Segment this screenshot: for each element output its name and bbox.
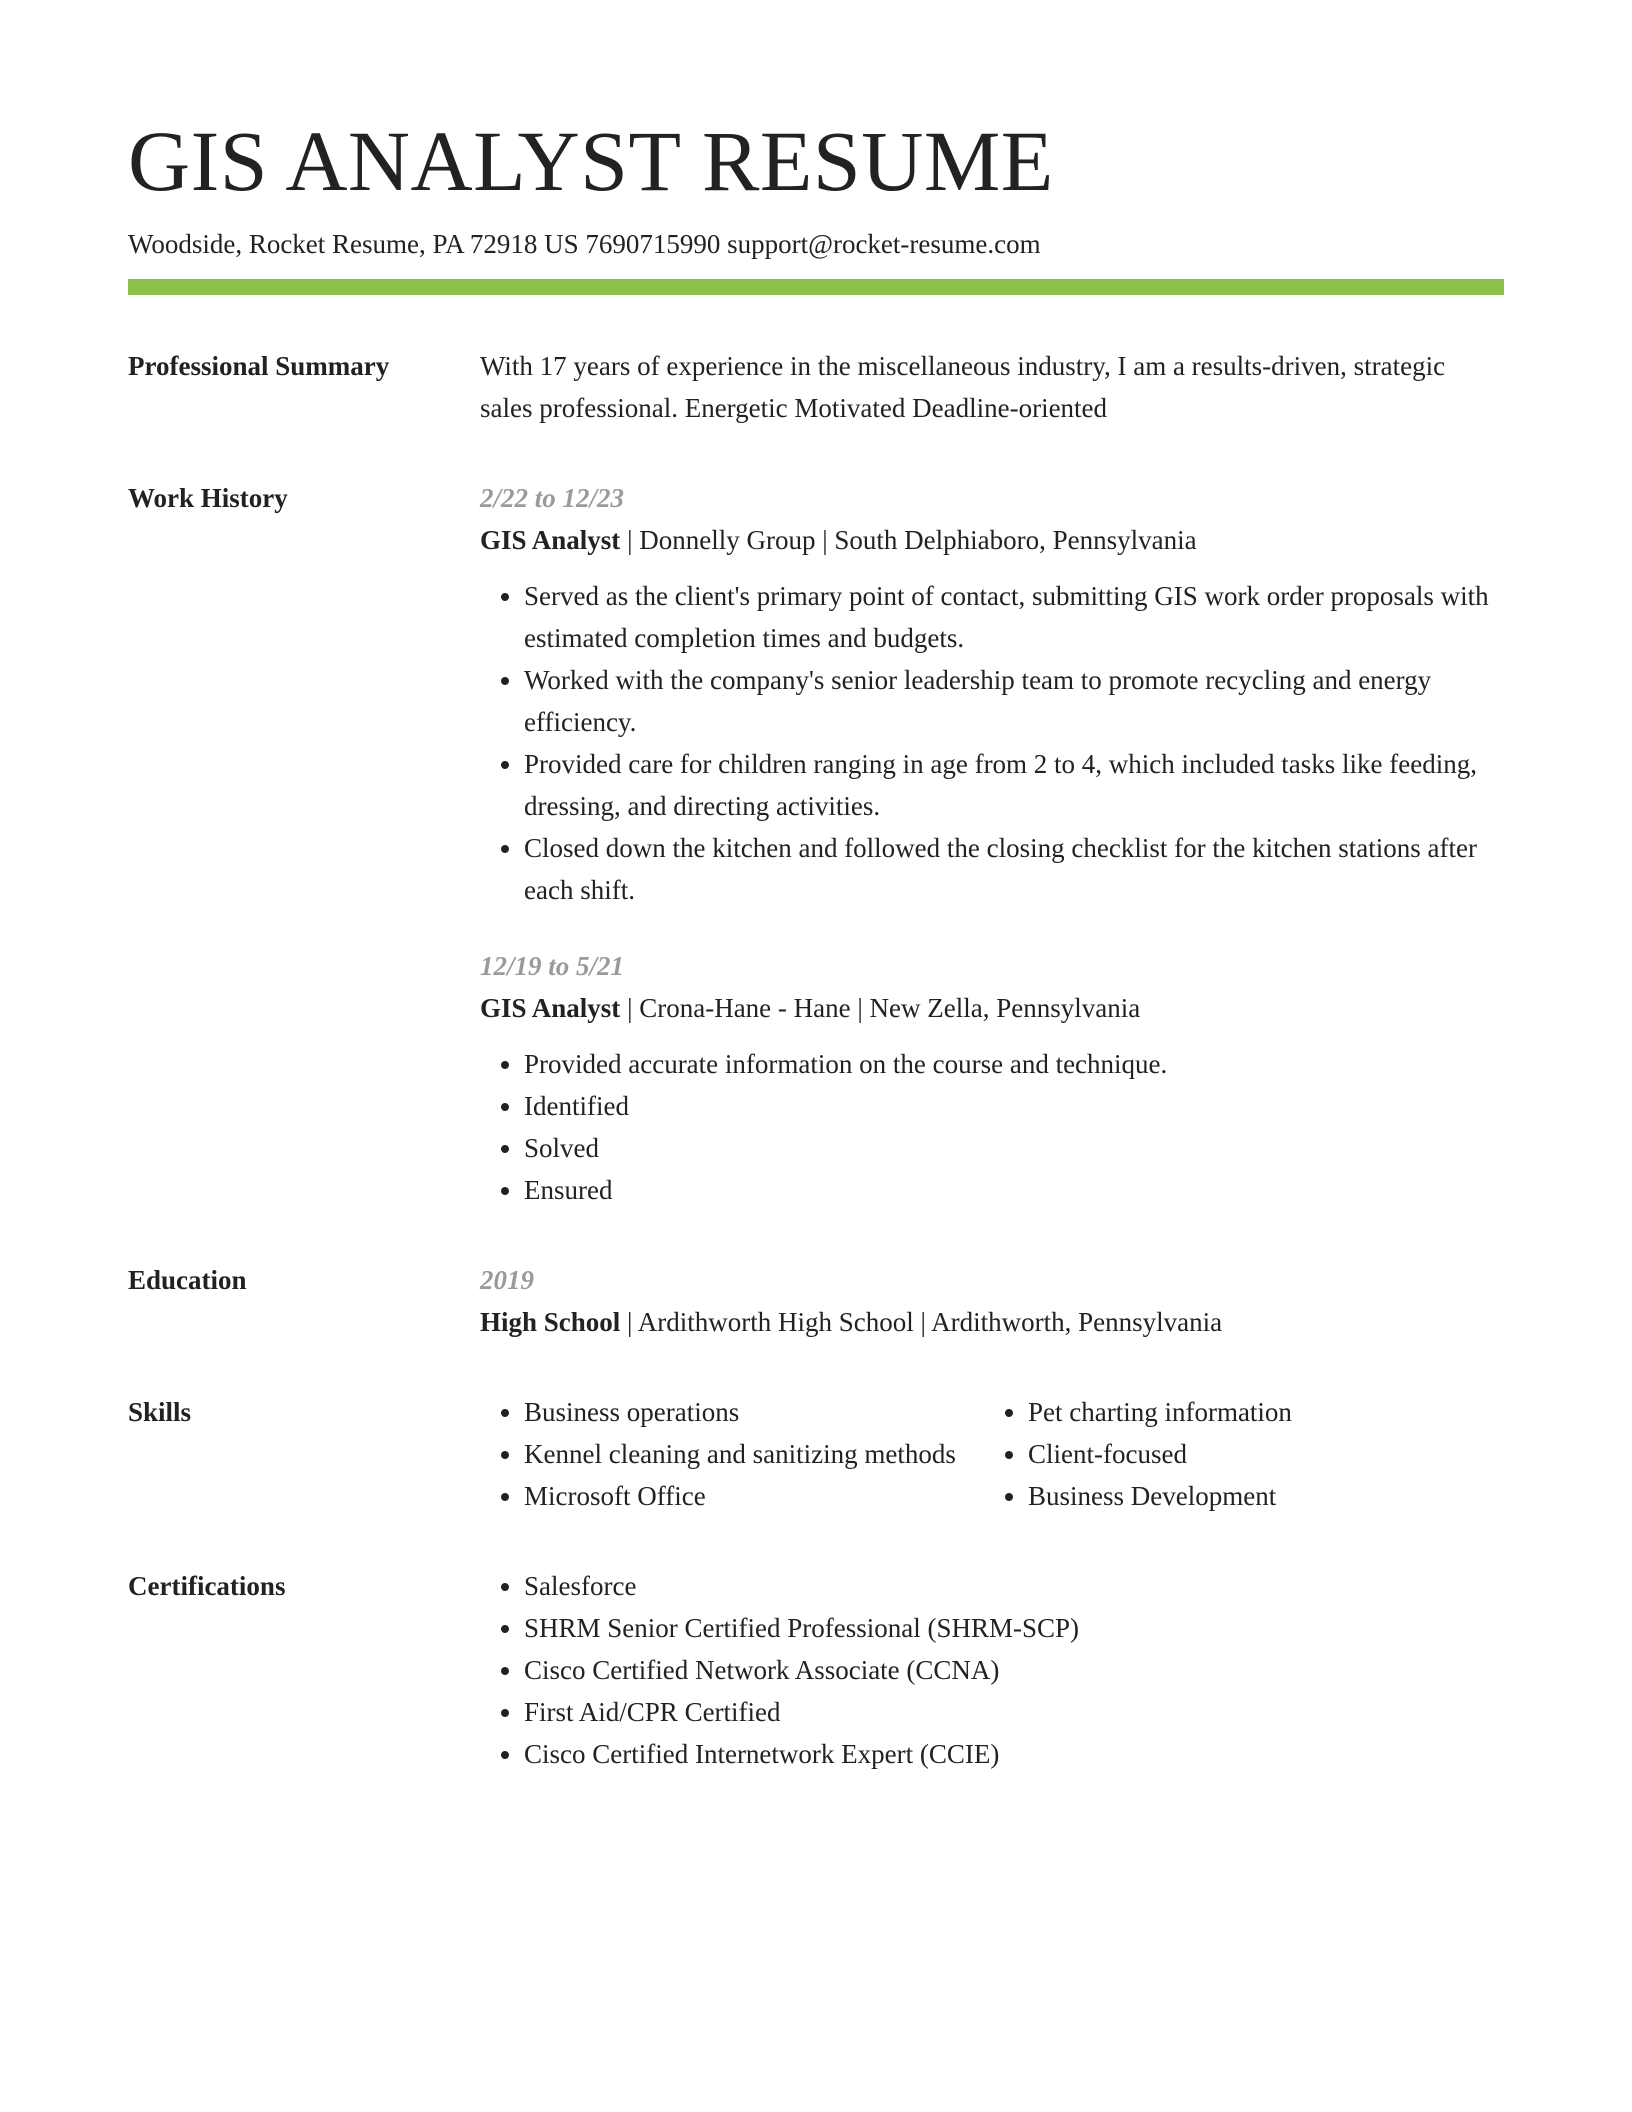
work-history-section — [128, 477, 1504, 1211]
list-item: • Served as the client's primary point of contact, submitting GIS work order proposals with estimated completion times and budgets. — [524, 575, 1504, 659]
education-degree: High School — [480, 1307, 621, 1338]
certifications-section — [128, 1565, 1504, 1775]
education-details: | Ardithworth High School | Ardithworth, Pennsylvania — [620, 1307, 1223, 1338]
accent-divider — [128, 279, 1504, 295]
job-date: 2/22 to 12/23 — [480, 483, 625, 514]
section-label: Certifications — [128, 1571, 286, 1602]
skills-grid — [480, 1391, 1504, 1517]
section-label: Skills — [128, 1397, 192, 1428]
skills-column — [984, 1391, 1504, 1517]
skills-list — [480, 1391, 984, 1517]
contact-info: Woodside, Rocket Resume, PA 72918 US 7690715990 support@rocket-resume.com — [128, 229, 1041, 259]
job-entry — [480, 945, 1504, 1211]
certifications-content — [480, 1565, 1504, 1775]
job-details: | Donnelly Group | South Delphiaboro, Pennsylvania — [620, 525, 1197, 556]
list-item: • Worked with the company's senior leadership team to promote recycling and energy efficiency. — [524, 659, 1504, 743]
summary-text: With 17 years of experience in the miscellaneous industry, I am a results-driven, strategic sales professional. Energetic Motivated Deadline-oriented — [480, 351, 1446, 424]
section-label: Work History — [128, 483, 288, 514]
summary-section — [128, 345, 1504, 429]
list-item: • Pet charting information — [1028, 1391, 1504, 1433]
list-item: • Provided care for children ranging in age from 2 to 4, which included tasks like feeding, dressing, and directing activities. — [524, 743, 1504, 827]
job-details: | Crona-Hane - Hane | New Zella, Pennsylvania — [620, 993, 1141, 1024]
section-label: Professional Summary — [128, 351, 390, 382]
work-history-content — [480, 477, 1504, 1211]
list-item: • Ensured — [524, 1169, 1504, 1211]
job-date: 12/19 to 5/21 — [480, 951, 625, 982]
job-role-line — [480, 519, 1504, 561]
education-section — [128, 1259, 1504, 1343]
list-item: • Solved — [524, 1127, 1504, 1169]
list-item: • Business Development — [1028, 1475, 1504, 1517]
list-item: • Provided accurate information on the course and technique. — [524, 1043, 1504, 1085]
list-item: • Business operations — [524, 1391, 984, 1433]
job-bullets — [480, 575, 1504, 911]
list-item: • First Aid/CPR Certified — [524, 1691, 1504, 1733]
education-date: 2019 — [480, 1265, 534, 1296]
resume-title: GIS ANALYST RESUME — [128, 113, 1054, 209]
list-item: • Client-focused — [1028, 1433, 1504, 1475]
skills-content — [480, 1391, 1504, 1517]
list-item: • SHRM Senior Certified Professional (SHRM-SCP) — [524, 1607, 1504, 1649]
certifications-list — [480, 1565, 1504, 1775]
job-role-line — [480, 987, 1504, 1029]
job-title: GIS Analyst — [480, 525, 621, 556]
job-title: GIS Analyst — [480, 993, 621, 1024]
education-content — [480, 1259, 1504, 1343]
skills-column — [480, 1391, 984, 1517]
list-item: • Kennel cleaning and sanitizing methods — [524, 1433, 984, 1475]
section-label: Education — [128, 1265, 247, 1296]
list-item: • Cisco Certified Internetwork Expert (CCIE) — [524, 1733, 1504, 1775]
list-item: • Closed down the kitchen and followed the closing checklist for the kitchen stations after each shift. — [524, 827, 1504, 911]
list-item: • Microsoft Office — [524, 1475, 984, 1517]
list-item: • Salesforce — [524, 1565, 1504, 1607]
job-bullets — [480, 1043, 1504, 1211]
skills-list — [984, 1391, 1504, 1517]
job-entry — [480, 477, 1504, 911]
education-line — [480, 1301, 1504, 1343]
list-item: • Cisco Certified Network Associate (CCNA) — [524, 1649, 1504, 1691]
skills-section — [128, 1391, 1504, 1517]
list-item: • Identified — [524, 1085, 1504, 1127]
